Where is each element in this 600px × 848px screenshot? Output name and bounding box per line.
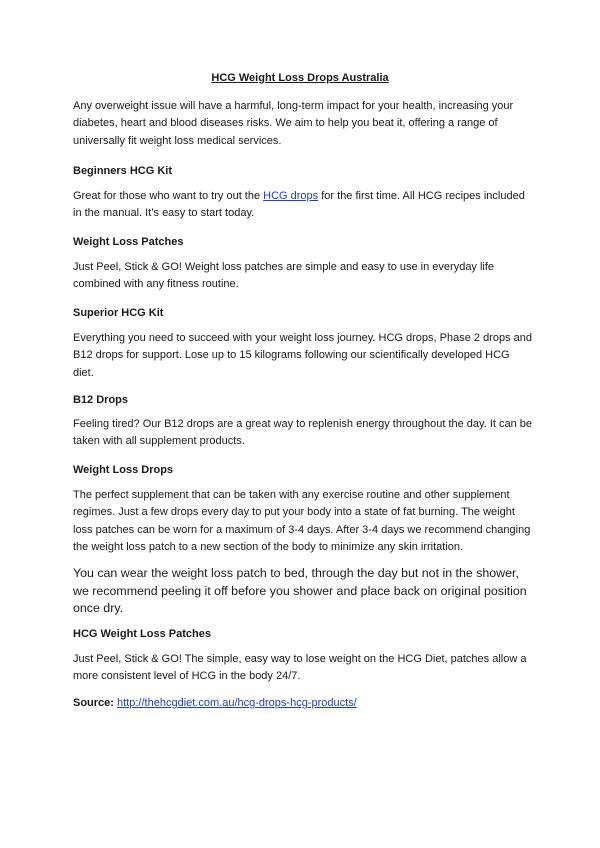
source-link[interactable]: http://thehcgdiet.com.au/hcg-drops-hcg-products/ [117,697,357,709]
paragraph-hcg-weight-loss-patches: Just Peel, Stick & GO! The simple, easy way to lose weight on the HCG Diet, patches allow a more consistent level of HCG in the body 24/7. [73,653,527,683]
paragraph-text-after-link: for the first time. All HCG recipes included in the manual. It’s easy to start today. [73,190,525,220]
heading-hcg-weight-loss-patches: HCG Weight Loss Patches [73,628,211,640]
heading-b12-drops: B12 Drops [73,394,129,406]
paragraph-b12-drops: Feeling tired? Our B12 drops are a great way to replenish energy throughout the day. It can be taken with all supplement products. [73,418,533,448]
paragraph-patch-wear-note: You can wear the weight loss patch to bed, through the day but not in the shower, we recommend peeling it off before you shower and place back on original position once dry. [73,566,527,615]
heading-weight-loss-patches: Weight Loss Patches [73,236,184,248]
intro-paragraph: Any overweight issue will have a harmful, long-term impact for your health, increasing your diabetes, heart and blood diseases risks. We aim to help you beat it, offering a range of universally fit weight loss medical services. [73,100,514,147]
heading-weight-loss-drops: Weight Loss Drops [73,464,174,476]
paragraph-superior-hcg-kit: Everything you need to succeed with your weight loss journey. HCG drops, Phase 2 drops and B12 drops for support. Lose up to 15 kilograms following our scientifically developed HCG diet. [73,332,532,379]
document-title: HCG Weight Loss Drops Australia [211,72,389,84]
source-line [73,695,533,712]
paragraph-weight-loss-patches: Just Peel, Stick & GO! Weight loss patches are simple and easy to use in everyday life combined with any fitness routine. [73,261,495,291]
paragraph-beginners-hcg-kit [73,188,533,223]
paragraph-weight-loss-drops: The perfect supplement that can be taken with any exercise routine and other supplement regimes. Just a few drops every day to put your body into a state of fat burning. The weight loss patches can be worn for a maximum of 3-4 days. After 3-4 days we recommend changing the weight loss patch to a new section of the body to minimize any skin irritation. [73,489,531,553]
heading-superior-hcg-kit: Superior HCG Kit [73,307,164,319]
hcg-drops-link[interactable]: HCG drops [263,190,319,202]
paragraph-text-before-link: Great for those who want to try out the [73,190,264,202]
source-label: Source: [73,697,114,709]
heading-beginners-hcg-kit: Beginners HCG Kit [73,165,173,177]
